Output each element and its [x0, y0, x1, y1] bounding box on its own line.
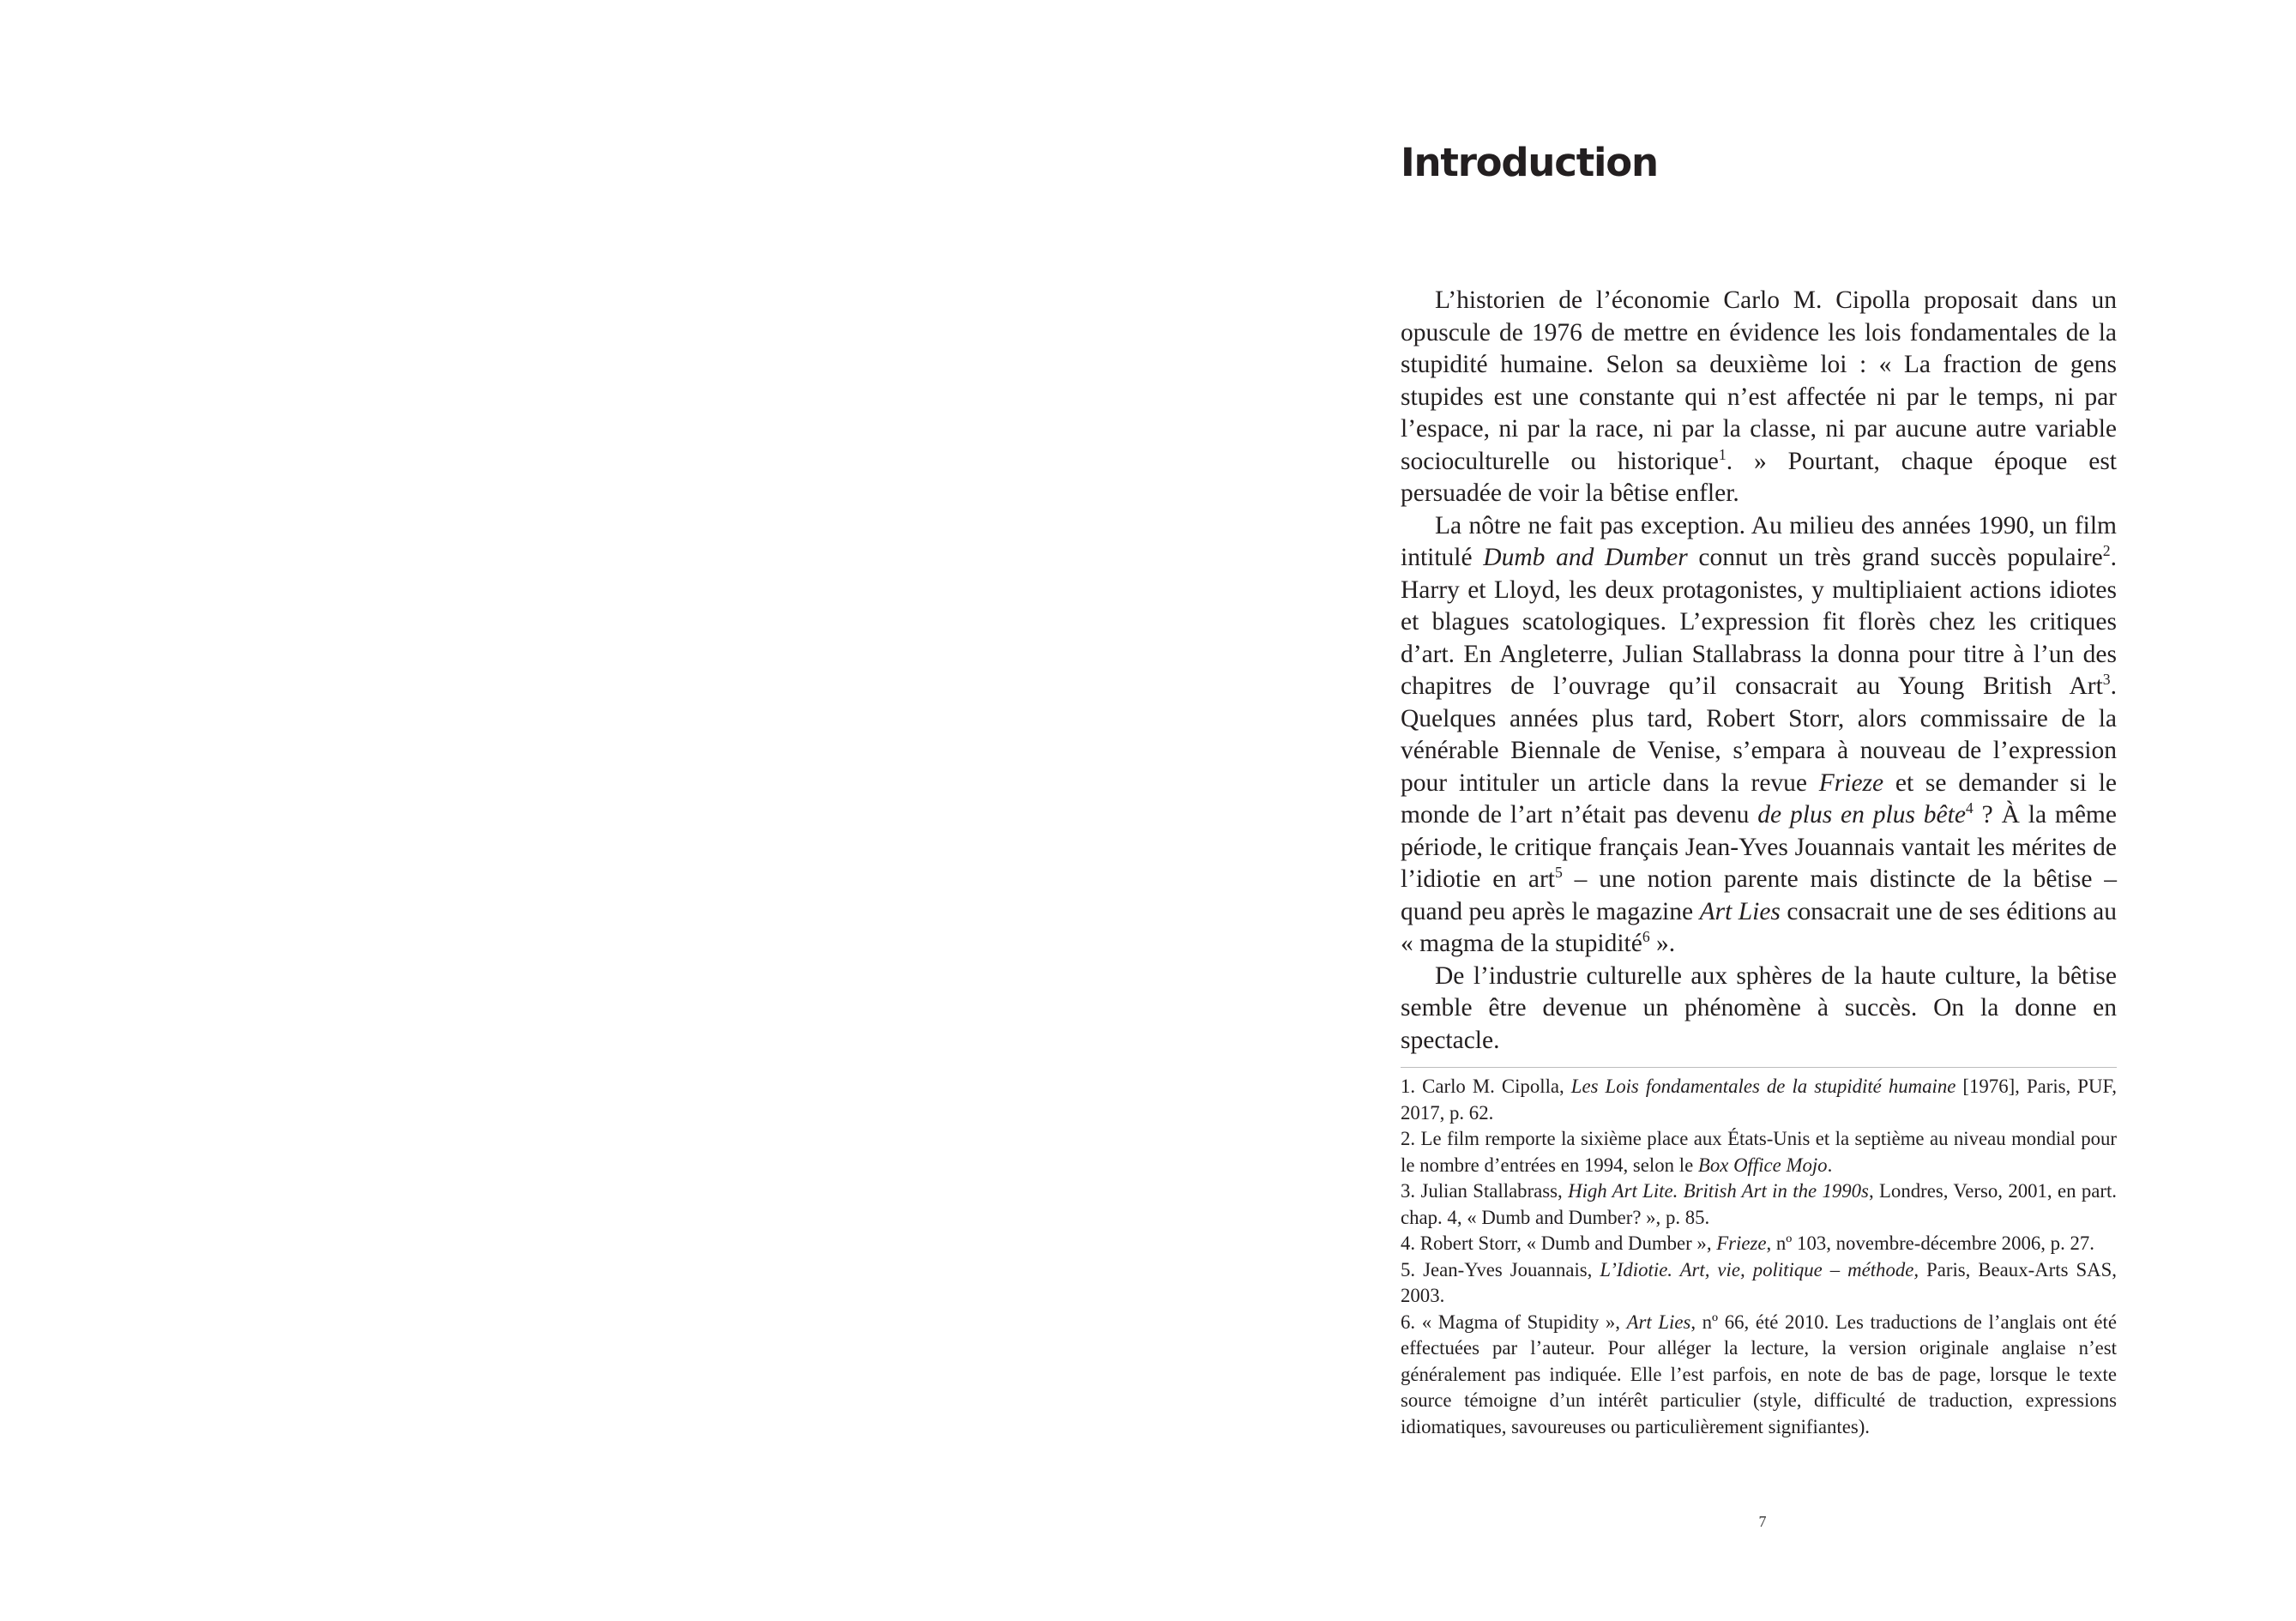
paragraph-2-text: connut un très grand succès populaire — [1687, 544, 2103, 571]
paragraph-1 — [1401, 285, 2117, 510]
magazine-italic: Art Lies — [1699, 897, 1781, 925]
footnote-italic: Frieze — [1716, 1232, 1767, 1254]
footnote-italic: Box Office Mojo — [1697, 1154, 1828, 1176]
footnote-ref-6[interactable]: 6 — [1642, 928, 1650, 946]
chapter-title: Introduction — [1401, 140, 1658, 185]
footnote-text: , nº 103, novembre-décembre 2006, p. 27. — [1766, 1232, 2094, 1254]
footnote-text: [1976], Paris, PUF, 2017, p. 62. — [1401, 1076, 2117, 1124]
footnote-ref-3[interactable]: 3 — [2102, 671, 2111, 689]
paragraph-1-text: L’historien de l’économie Carlo M. Cipolla proposait dans un opuscule de 1976 de mettre en évidence les lois fondamentales de la stupidité humaine. Selon sa deuxième loi : « La fraction de gens stupides est une constante qui n’est affectée ni par le temps, ni par l’espace, ni par la race, ni par la classe, ni par aucune autre variable socioculturelle ou historique — [1401, 286, 2117, 475]
footnote-text: 6. « Magma of Stupidity », — [1401, 1311, 1627, 1333]
footnote-divider — [1401, 1067, 2117, 1068]
paragraph-2-text: – une notion parente mais distincte de la bêtise – quand peu après le magazine — [1401, 865, 2117, 925]
paragraph-2-text: . Harry et Lloyd, les deux protagonistes, y multipliaient actions idiotes et blagues scatologiques. L’expression fit florès chez les critiques d’art. En Angleterre, Julian Stallabrass la donna pour titre à l’un des chapitres de l’ouvrage qu’il consacrait au Young British Art — [1401, 544, 2117, 700]
footnotes — [1401, 1074, 2117, 1440]
footnote-text: 4. Robert Storr, « Dumb and Dumber », — [1401, 1232, 1717, 1254]
footnote-text: 5. Jean-Yves Jouannais, — [1401, 1258, 1600, 1281]
footnote-ref-1[interactable]: 1 — [1718, 445, 1727, 463]
footnote-1 — [1401, 1074, 2117, 1126]
paragraph-3: De l’industrie culturelle aux sphères de la haute culture, la bêtise semble être devenue un phénomène à succès. On la donne en spectacle. — [1401, 961, 2117, 1054]
footnote-4 — [1401, 1231, 2117, 1257]
paragraph-2-text: consacrait une de ses éditions au « magma de la stupidité — [1401, 897, 2118, 957]
footnote-6 — [1401, 1310, 2117, 1441]
footnote-ref-4[interactable]: 4 — [1965, 799, 1974, 817]
paragraph-2-text: ? À la même période, le critique français Jean-Yves Jouannais vantait les mérites de l’idiotie en art — [1401, 801, 2117, 893]
footnote-ref-2[interactable]: 2 — [2102, 542, 2111, 560]
footnote-italic: Art Lies — [1626, 1311, 1691, 1333]
footnote-italic: Les Lois fondamentales de la stupidité humaine — [1570, 1076, 1956, 1097]
footnote-text: Paris, Beaux-Arts SAS, 2003. — [1401, 1258, 2117, 1306]
footnote-text: 3. Julian Stallabrass, — [1401, 1180, 1569, 1202]
paragraph-2-text: et se demander si le monde de l’art n’était pas devenu — [1401, 768, 2117, 829]
body-text — [1401, 285, 2117, 1057]
phrase-italic: de plus en plus bête — [1757, 801, 1966, 829]
paragraph-2-text-end: ». — [1649, 930, 1676, 957]
paragraph-2-text: . Quelques années plus tard, Robert Storr, alors commissaire de la vénérable Biennale de Venise, s’empara à nouveau de l’expression pour intituler un article dans la revue — [1401, 672, 2117, 797]
page-number: 7 — [1758, 1513, 1767, 1530]
footnote-text: , Londres, Verso, 2001, en part. chap. 4, « Dumb and Dumber? », p. 85. — [1401, 1180, 2117, 1228]
footnote-3 — [1401, 1178, 2117, 1231]
footnote-text: , nº 66, été 2010. Les traductions de l’anglais ont été effectuées par l’auteur. Pour alléger la lecture, la version originale anglaise n’est généralement pas indiquée. Elle l’est parfois, en note de bas de page, lorsque le texte source témoigne d’un intérêt particulier (style, difficulté de traduction, expressions idiomatiques, savoureuses ou particulièrement signifiantes). — [1401, 1311, 2117, 1437]
paragraph-2-text: La nôtre ne fait pas exception. Au milieu des années 1990, un film intitulé — [1401, 511, 2117, 571]
paragraph-2 — [1401, 510, 2117, 961]
footnote-text: 2. Le film remporte la sixième place aux États-Unis et la septième au niveau mondial pour le nombre d’entrées en 1994, selon le — [1401, 1128, 2117, 1176]
footnote-text: . — [1827, 1154, 1833, 1176]
film-title-italic: Dumb and Dumber — [1483, 544, 1688, 571]
right-page — [1148, 0, 2296, 1621]
footnote-text: 1. Carlo M. Cipolla, — [1401, 1076, 1571, 1097]
footnote-ref-5[interactable]: 5 — [1555, 864, 1563, 882]
paragraph-1-text-end: . » Pourtant, chaque époque est persuadée de voir la bêtise enfler. — [1401, 447, 2117, 507]
magazine-italic: Frieze — [1818, 768, 1884, 797]
footnote-italic: High Art Lite. British Art in the 1990s — [1568, 1180, 1869, 1202]
footnote-2 — [1401, 1126, 2117, 1178]
footnote-italic: L’Idiotie. Art, vie, politique – méthode, — [1600, 1258, 1919, 1281]
footnote-5 — [1401, 1257, 2117, 1310]
